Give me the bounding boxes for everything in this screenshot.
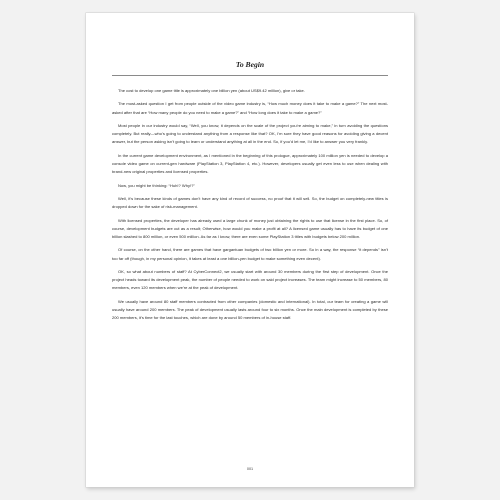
paragraph: The cost to develop one game title is approximately one billion yen (about US$9.42 million), give or take. bbox=[118, 88, 305, 93]
paragraph: Well, it’s because these kinds of games don’t have any kind of record of success, no proof that it will sell. So, the budget on completely-new titles is dropped down for the sake of risk-management. bbox=[112, 195, 388, 210]
paragraph: Of course, on the other hand, there are games that have gargantuan budgets of two billion yen or more. So in a way, the response “it depends” isn’t too far off (though, in my personal opinion, it takes at least a one billion-yen budget to make something even decent). bbox=[112, 247, 388, 261]
paragraph: We usually have around 80 staff members contracted from other companies (domestic and international). In total, our team for creating a game will usually have around 200 members. The peak of development usually lasts around four to six months. Once the main development is completed by these 200 members, it’s time for the last touches, which are done by around 50 members of in-house staff. bbox=[112, 298, 388, 321]
paragraph: The most-asked question I get from people outside of the video game industry is, “How much money does it take to make a game?” The next most-asked after that are “How many people do you need to make a game?” and “How long does it take to make a game?” bbox=[112, 101, 388, 115]
paragraph: OK, so what about numbers of staff? At CyberConnect2, we usually start with around 30 members during the first step of development. Once the project heads toward its development peak, the number of people needed to work on said project increases. The team might increase to 50 members, 80 members, even 120 members when we’re at the peak of development. bbox=[112, 268, 388, 291]
paragraph: With licensed properties, the developer has already used a large chunk of money just obtaining the rights to use that license in the first place. So, of course, development budgets are cut as a result; Otherwise, how would you make a profit at all? A licensed game usually has to have its budget of one billion slashed to 800 million, or even 500 million. As far as I know, there are even some PlayStation 3 titles with budgets below 200 million. bbox=[112, 217, 388, 239]
title-divider bbox=[112, 75, 388, 76]
chapter-title: To Begin bbox=[235, 60, 265, 69]
paragraph: Now, you might be thinking: “Huh!? Why!?” bbox=[118, 182, 195, 188]
paragraph: In the current game development environment, as I mentioned in the beginning of this prologue, approximately 100 million yen is needed to develop a console video game on current-gen hardware (PlayStation 3, PlayStation 4, etc.). However, developers usually get even less to use when dealing with brand-new original properties and licensed properties. bbox=[112, 152, 388, 175]
body-text bbox=[112, 87, 388, 322]
book-page bbox=[86, 13, 414, 487]
page-number: 001 bbox=[246, 467, 254, 471]
paragraph: Most people in our industry would say, “Well, you know, it depends on the scale of the project you’re aiming to make,” in turn avoiding the questions completely. But really—who’s going to understand anything from a response like that? OK, I’m sure they have good reasons for avoiding giving a decent answer, but the person asking isn’t going to learn or understand anything at all in the end. So, if you’d let me, I’d like to answer you very frankly. bbox=[112, 122, 388, 145]
